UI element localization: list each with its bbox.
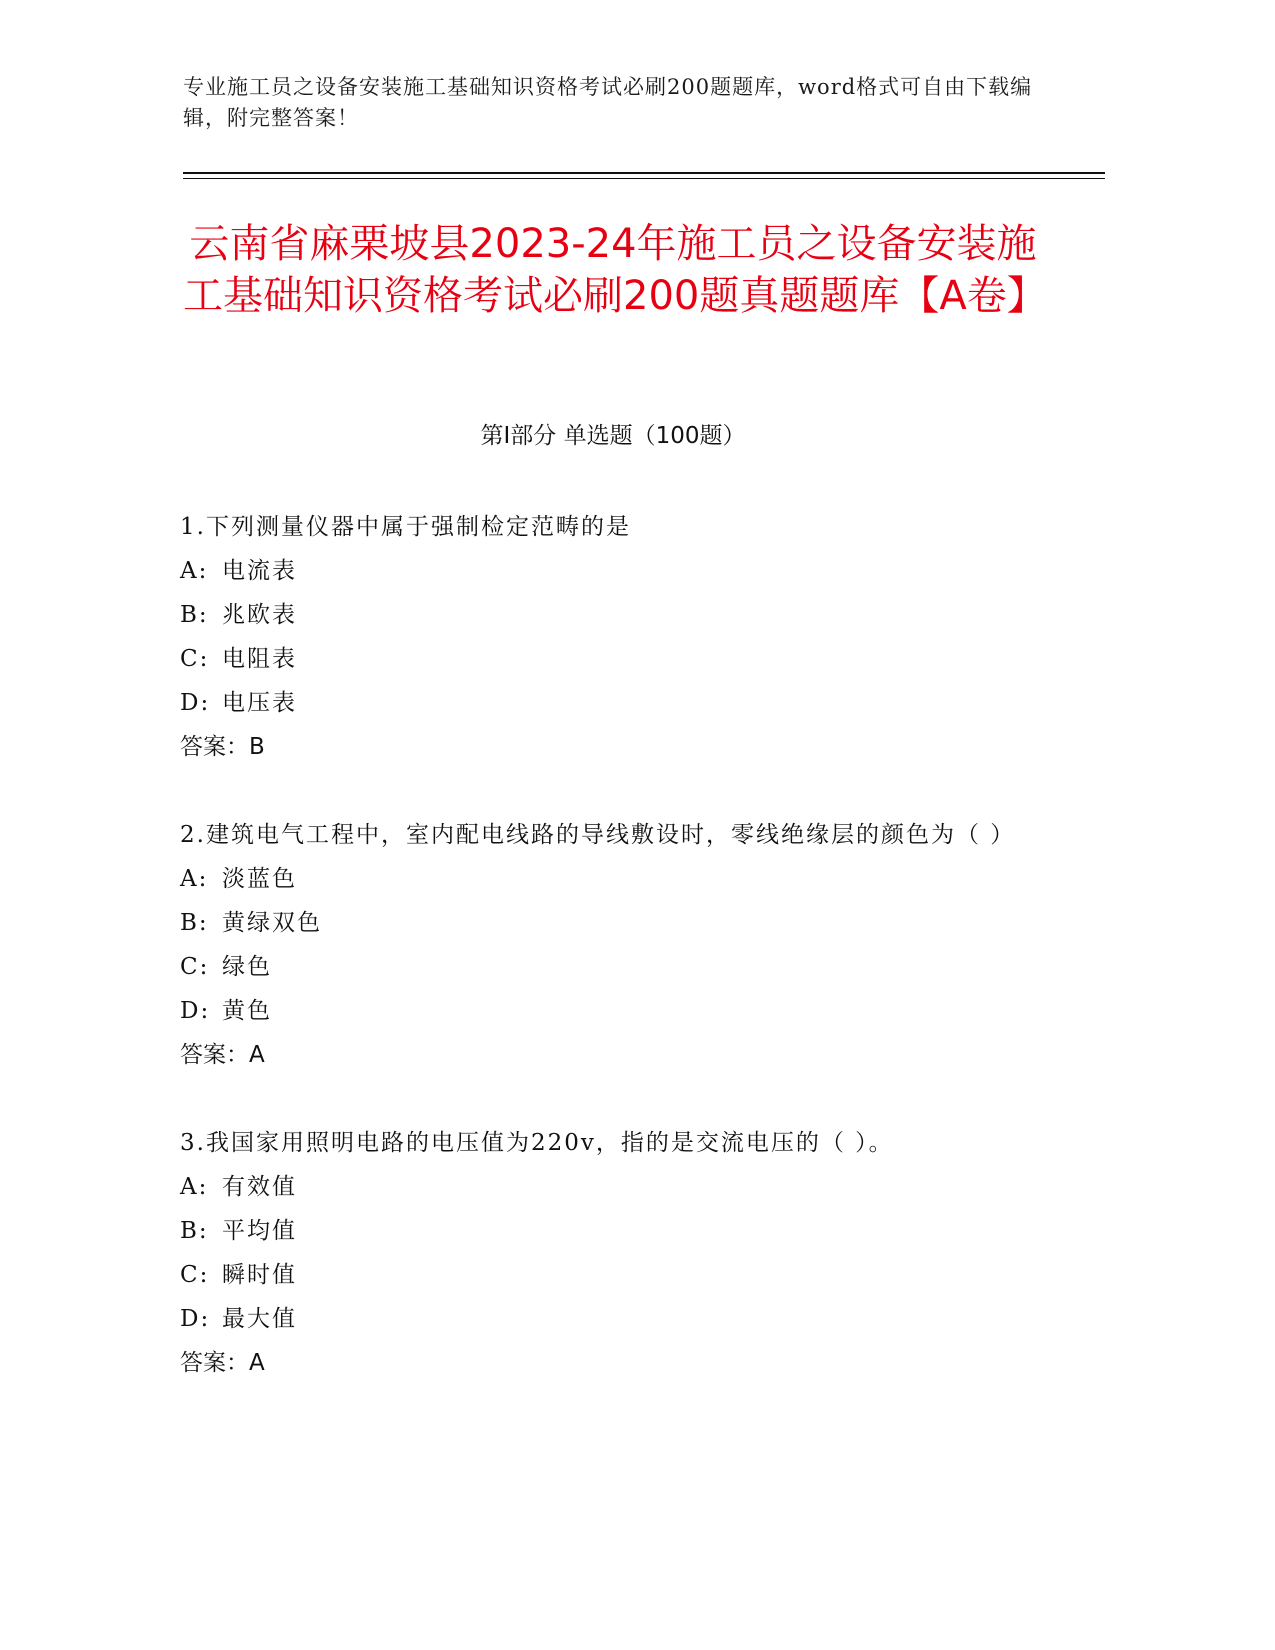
option-d [180, 989, 1060, 1033]
option-letter: D: [180, 998, 211, 1024]
option-text: 最大值 [222, 1306, 297, 1332]
option-text: 淡蓝色 [222, 866, 297, 892]
option-letter: A: [180, 866, 209, 892]
option-letter: B: [180, 910, 209, 936]
question-stem: 2.建筑电气工程中，室内配电线路的导线敷设时，零线绝缘层的颜色为（ ） [180, 822, 1016, 848]
question-item [180, 505, 1060, 769]
option-text: 黄色 [222, 998, 272, 1024]
document-title: 云南省麻栗坡县2023-24年施工员之设备安装施工基础知识资格考试必刷200题真题题库【A卷】 [183, 221, 1047, 319]
option-a [180, 549, 1060, 593]
option-text: 黄绿双色 [222, 910, 322, 936]
option-d [180, 1297, 1060, 1341]
option-letter: A: [180, 558, 209, 584]
option-text: 平均值 [222, 1218, 297, 1244]
option-text: 瞬时值 [222, 1262, 297, 1288]
section-heading: 第Ⅰ部分 单选题（100题） [480, 423, 746, 449]
option-b [180, 593, 1060, 637]
option-c [180, 945, 1060, 989]
option-text: 电阻表 [222, 646, 297, 672]
option-letter: D: [180, 1306, 211, 1332]
question-item [180, 1121, 1060, 1385]
question-stem: 1.下列测量仪器中属于强制检定范畴的是 [180, 514, 631, 540]
option-letter: C: [180, 1262, 210, 1288]
option-letter: C: [180, 954, 210, 980]
option-d [180, 681, 1060, 725]
option-letter: A: [180, 1174, 209, 1200]
option-a [180, 1165, 1060, 1209]
option-text: 绿色 [222, 954, 272, 980]
option-c [180, 637, 1060, 681]
option-b [180, 1209, 1060, 1253]
question-stem: 3.我国家用照明电路的电压值为220v，指的是交流电压的（ ）。 [180, 1130, 894, 1156]
question-item [180, 813, 1060, 1077]
option-c [180, 1253, 1060, 1297]
option-text: 电流表 [222, 558, 297, 584]
option-letter: B: [180, 602, 209, 628]
answer-line: 答案：A [180, 1042, 265, 1068]
answer-line: 答案：A [180, 1350, 265, 1376]
option-b [180, 901, 1060, 945]
option-letter: D: [180, 690, 211, 716]
option-letter: B: [180, 1218, 209, 1244]
option-text: 电压表 [222, 690, 297, 716]
option-text: 兆欧表 [222, 602, 297, 628]
question-list [180, 505, 1060, 1429]
header-divider-thin [183, 178, 1105, 179]
header-divider-thick [183, 172, 1105, 174]
option-letter: C: [180, 646, 210, 672]
intro-text: 专业施工员之设备安装施工基础知识资格考试必刷200题题库，word格式可自由下载编辑，附完整答案！ [183, 75, 1033, 130]
option-text: 有效值 [222, 1174, 297, 1200]
option-a [180, 857, 1060, 901]
answer-line: 答案：B [180, 734, 265, 760]
